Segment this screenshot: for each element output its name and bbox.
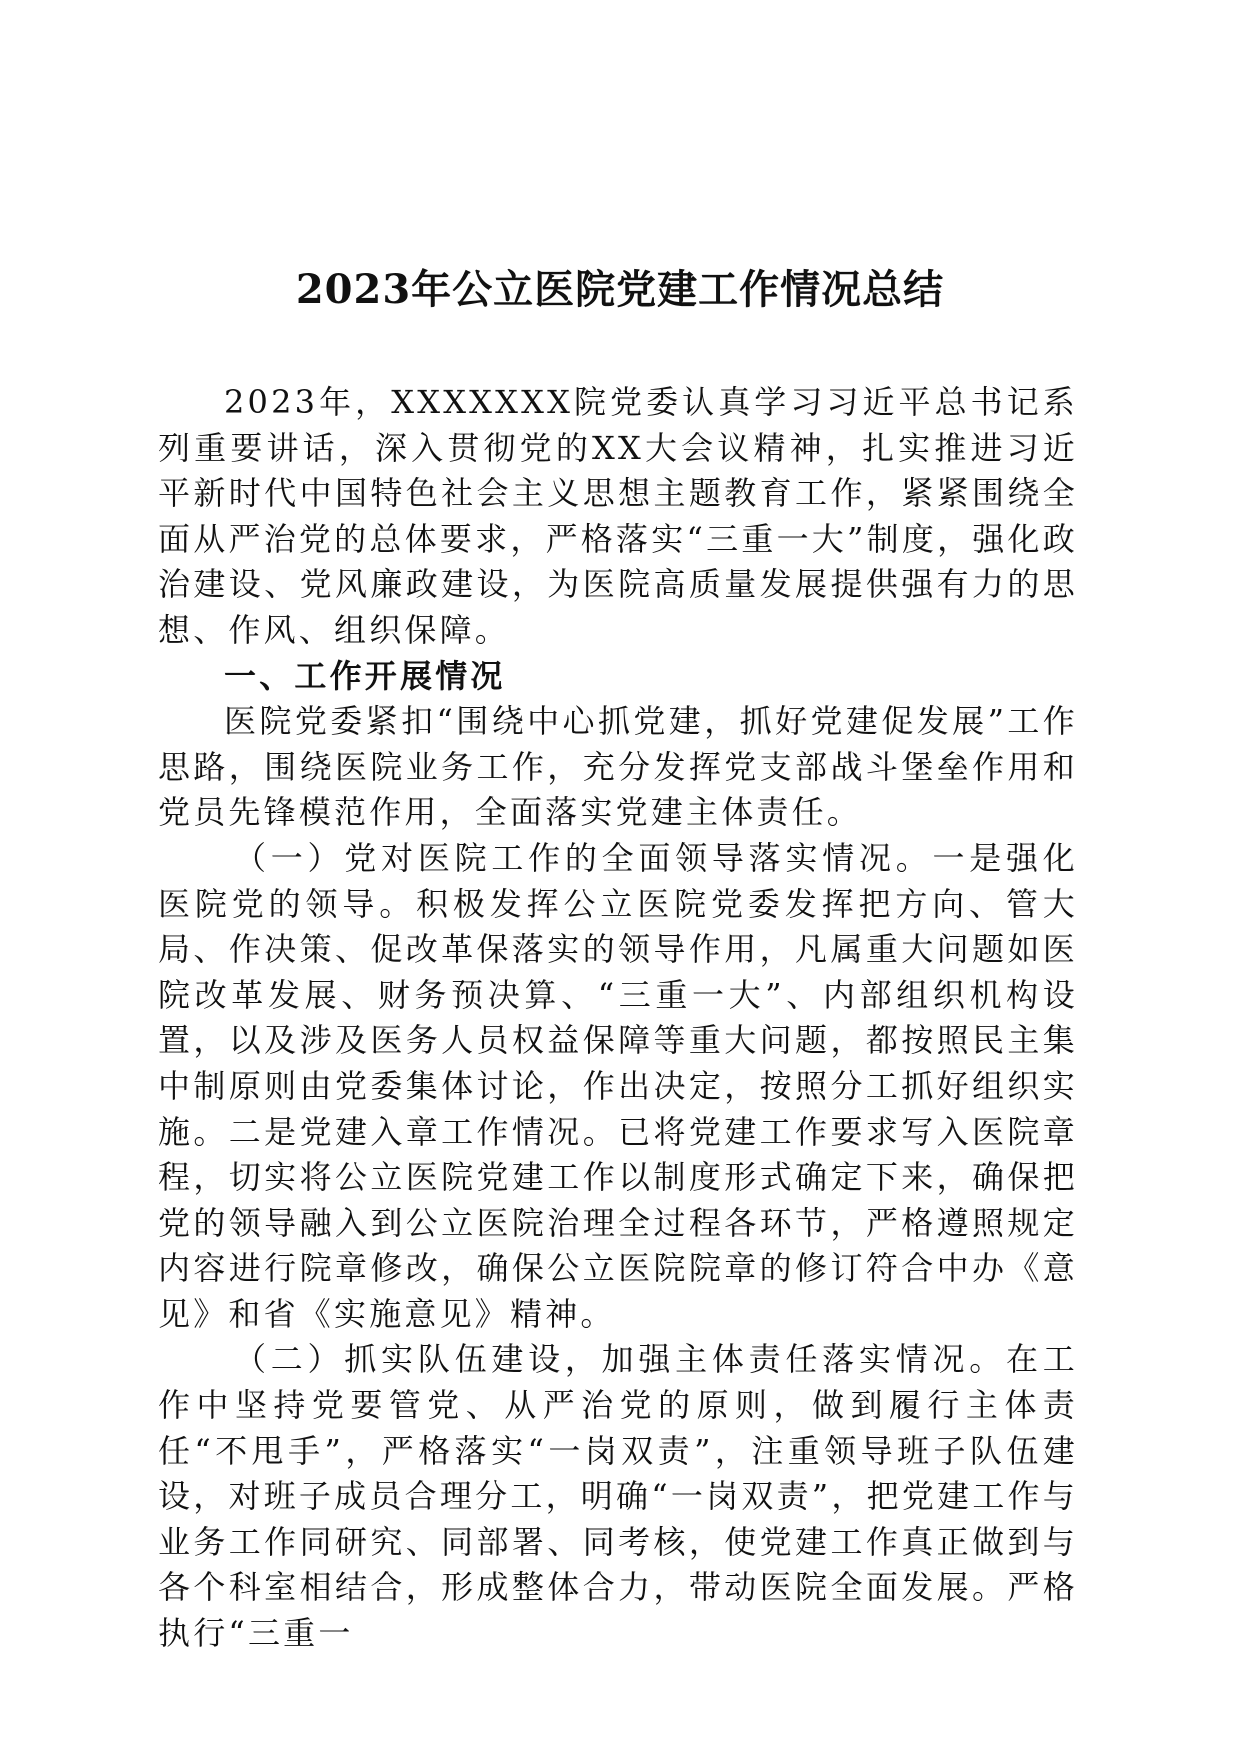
document-title: 2023年公立医院党建工作情况总结 (295, 266, 945, 313)
subsection-2-paragraph: （二）抓实队伍建设，加强主体责任落实情况。在工作中坚持党要管党、从严治党的原则，做到履行主体责任“不甩手”，严格落实“一岗双责”，注重领导班子队伍建设，对班子成员合理分工，明确“一岗双责”，把党建工作与业务工作同研究、同部署、同考核，使党建工作真正做到与各个科室相结合，形成整体合力，带动医院全面发展。严格执行“三重一 (158, 1340, 1078, 1653)
section-heading-1: 一、工作开展情况 (224, 656, 506, 695)
intro-paragraph: 2023年，XXXXXXX院党委认真学习习近平总书记系列重要讲话，深入贯彻党的XX大会议精神，扎实推进习近平新时代中国特色社会主义思想主题教育工作，紧紧围绕全面从严治党的总体要求，严格落实“三重一大”制度，强化政治建设、党风廉政建设，为医院高质量发展提供强有力的思想、作风、组织保障。 (158, 383, 1078, 649)
subsection-1-paragraph: （一）党对医院工作的全面领导落实情况。一是强化医院党的领导。积极发挥公立医院党委发挥把方向、管大局、作决策、促改革保落实的领导作用，凡属重大问题如医院改革发展、财务预决算、“三重一大”、内部组织机构设置，以及涉及医务人员权益保障等重大问题，都按照民主集中制原则由党委集体讨论，作出决定，按照分工抓好组织实施。二是党建入章工作情况。已将党建工作要求写入医院章程，切实将公立医院党建工作以制度形式确定下来，确保把党的领导融入到公立医院治理全过程各环节，严格遵照规定内容进行院章修改，确保公立医院院章的修订符合中办《意见》和省《实施意见》精神。 (158, 838, 1078, 1333)
section-1-paragraph: 医院党委紧扣“围绕中心抓党建，抓好党建促发展”工作思路，围绕医院业务工作，充分发挥党支部战斗堡垒作用和党员先锋模范作用，全面落实党建主体责任。 (158, 702, 1078, 832)
document-body (158, 380, 1078, 1657)
